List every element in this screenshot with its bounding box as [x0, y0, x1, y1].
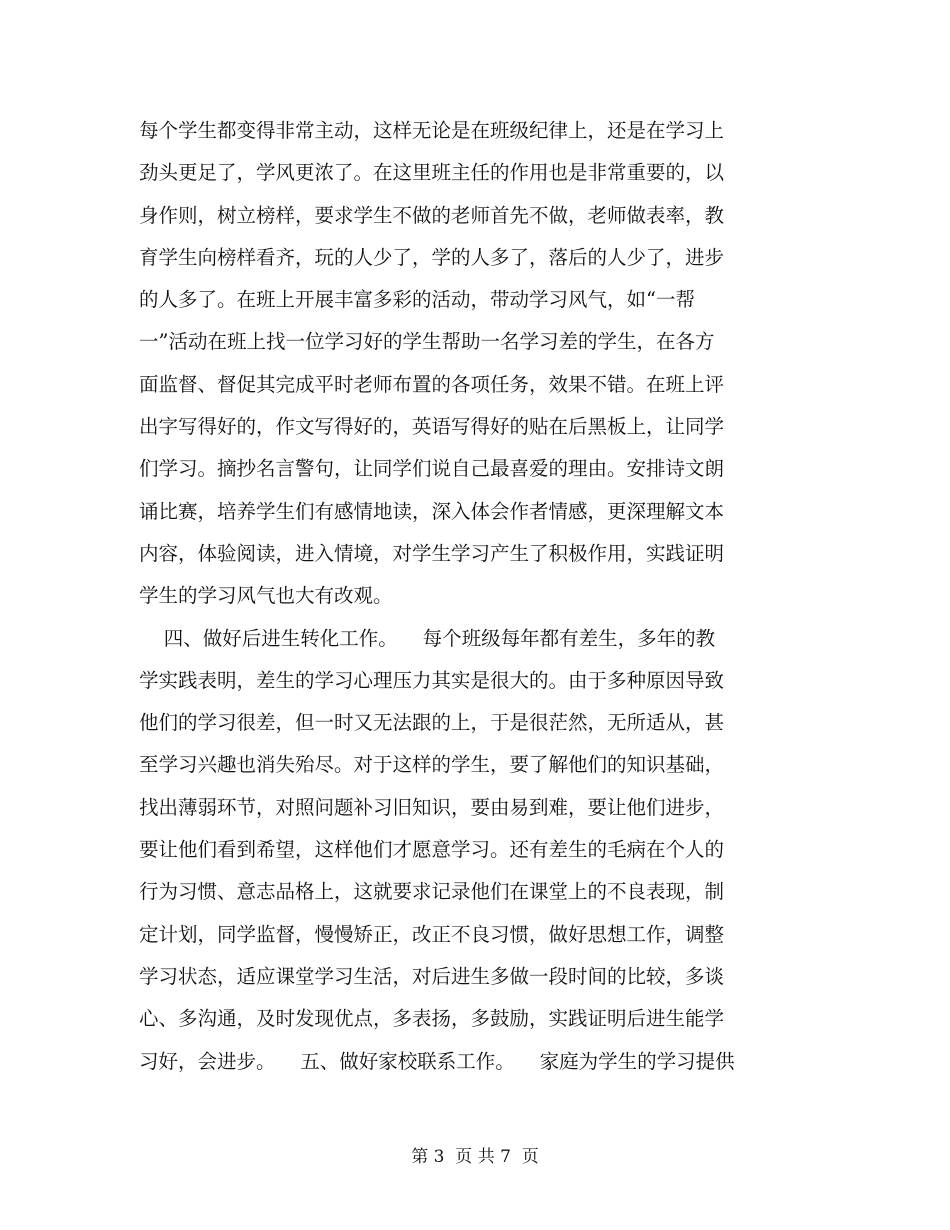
- text-line: 每个学生都变得非常主动，这样无论是在班级纪律上，还是在学习上: [139, 119, 725, 142]
- page-number: 第 3 页 共 7 页: [411, 1147, 539, 1167]
- text-line: 面监督、督促其完成平时老师布置的各项任务，效果不错。在班上评: [139, 372, 725, 396]
- text-line: 四、做好后进生转化工作。 每个班级每年都有差生，多年的教: [139, 626, 716, 650]
- text-line: 们学习。摘抄名言警句，让同学们说自己最喜爱的理由。安排诗文朗: [139, 457, 725, 481]
- text-line: 定计划，同学监督，慢慢矫正，改正不良习惯，做好思想工作，调整: [139, 922, 725, 946]
- text-line: 学习状态，适应课堂学习生活，对后进生多做一段时间的比较，多谈: [139, 964, 725, 988]
- text-line: 劲头更足了，学风更浓了。在这里班主任的作用也是非常重要的，以: [139, 161, 725, 185]
- text-line: 找出薄弱环节，对照问题补习旧知识，要由易到难，要让他们进步，: [139, 795, 725, 819]
- text-line: 要让他们看到希望，这样他们才愿意学习。还有差生的毛病在个人的: [139, 838, 725, 862]
- text-line: 的人多了。在班上开展丰富多彩的活动，带动学习风气，如“一帮: [139, 288, 695, 312]
- body-text: [139, 110, 799, 1083]
- text-line: 内容，体验阅读，进入情境，对学生学习产生了积极作用，实践证明: [139, 541, 725, 565]
- text-line: 身作则，树立榜样，要求学生不做的老师首先不做，老师做表率，教: [139, 203, 725, 227]
- text-line: 至学习兴趣也消失殆尽。对于这样的学生，要了解他们的知识基础，: [139, 753, 725, 777]
- text-line: 学生的学习风气也大有改观。: [139, 584, 393, 608]
- text-line: 行为习惯、意志品格上，这就要求记录他们在课堂上的不良表现，制: [139, 880, 725, 904]
- text-line: 一”活动在班上找一位学习好的学生帮助一名学习差的学生，在各方: [139, 330, 715, 354]
- text-line: 学实践表明，差生的学习心理压力其实是很大的。由于多种原因导致: [139, 668, 725, 692]
- text-line: 习好，会进步。 五、做好家校联系工作。 家庭为学生的学习提供: [139, 1049, 735, 1073]
- text-line: 他们的学习很差，但一时又无法跟的上，于是很茫然，无所适从，甚: [139, 711, 725, 735]
- text-line: 育学生向榜样看齐，玩的人少了，学的人多了，落后的人少了，进步: [139, 245, 725, 269]
- text-line: 出字写得好的，作文写得好的，英语写得好的贴在后黑板上，让同学: [139, 415, 725, 439]
- text-line: 诵比赛，培养学生们有感情地读，深入体会作者情感，更深理解文本: [139, 499, 725, 523]
- text-line: 心、多沟通，及时发现优点，多表扬，多鼓励，实践证明后进生能学: [139, 1007, 725, 1031]
